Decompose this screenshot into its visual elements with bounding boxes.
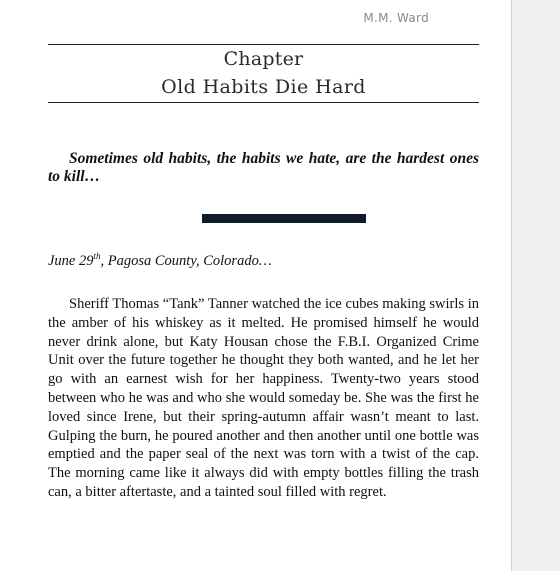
- chapter-top-rule: [48, 44, 479, 45]
- body-paragraph: Sheriff Thomas “Tank” Tanner watched the ice cubes making swirls in the amber of his whiskey as it melted. He promised himself he would never drink alone, but Katy Housan chose the F.B.I. Organized Crime Unit over the future together he thought they both wanted, and he let her go with an earnest wish for her happiness. Twenty-two years stood between who he was and who she would someday be. She was the first he loved since Irene, but their spring-autumn affair wasn’t meant to last. Gulping the burn, he poured another and then another until one bottle was emptied and the paper seal of the next was torn with a twist of the cap. The morning came like it always did with empty bottles filling the trash can, a bitter aftertaste, and a tainted soul filled with regret.: [48, 296, 479, 500]
- chapter-heading: [48, 46, 479, 102]
- author-header: M.M. Ward: [363, 11, 429, 25]
- section-separator-bar: [202, 214, 366, 223]
- chapter-title: Old Habits Die Hard: [161, 76, 366, 98]
- chapter-label: Chapter: [223, 48, 304, 70]
- page-side-gutter: [511, 0, 560, 571]
- dateline-ordinal-suffix: th: [93, 251, 101, 262]
- epigraph: Sometimes old habits, the habits we hate, are the hardest ones to kill…: [48, 150, 479, 185]
- dateline-day: June 29: [48, 253, 94, 269]
- dateline: [48, 252, 479, 270]
- dateline-location: , Pagosa County, Colorado…: [100, 253, 272, 269]
- chapter-bottom-rule: [48, 102, 479, 103]
